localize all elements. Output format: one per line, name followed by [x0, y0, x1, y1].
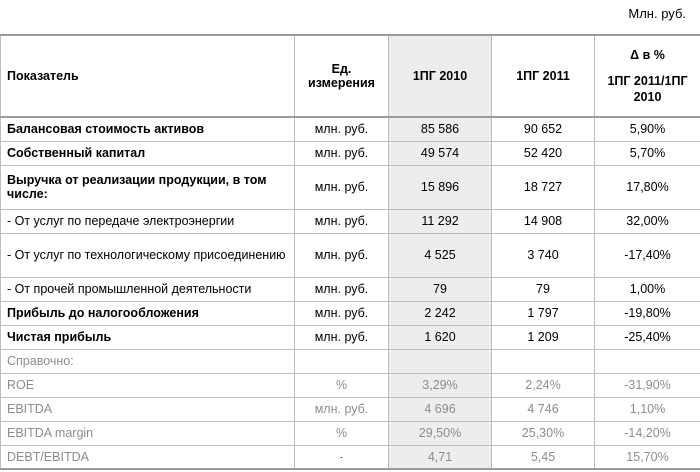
row-value-2011: 1 797: [492, 301, 595, 325]
row-name: Выручка от реализации продукции, в том числе:: [1, 165, 295, 209]
header-delta-title: Δ в %: [630, 48, 665, 62]
row-value-2010: 85 586: [389, 117, 492, 141]
row-delta: -17,40%: [595, 233, 700, 277]
row-value-2011: [492, 349, 595, 373]
table-row: [1, 325, 700, 349]
row-delta: [595, 349, 700, 373]
row-unit: млн. руб.: [295, 325, 389, 349]
table-row: [1, 233, 700, 277]
row-name: - От услуг по передаче электроэнергии: [1, 209, 295, 233]
row-value-2011: 25,30%: [492, 421, 595, 445]
table-row: [1, 117, 700, 141]
row-unit: млн. руб.: [295, 233, 389, 277]
row-unit: -: [295, 445, 389, 469]
header-period-2011: 1ПГ 2011: [492, 35, 595, 117]
row-value-2010: 2 242: [389, 301, 492, 325]
row-name: EBITDA margin: [1, 421, 295, 445]
row-value-2010: 1 620: [389, 325, 492, 349]
row-delta: 5,70%: [595, 141, 700, 165]
row-value-2010: 15 896: [389, 165, 492, 209]
header-row: [1, 35, 700, 117]
unit-note: Млн. руб.: [628, 6, 686, 21]
row-name: Прибыль до налогообложения: [1, 301, 295, 325]
header-period-2010: 1ПГ 2010: [389, 35, 492, 117]
row-value-2011: 79: [492, 277, 595, 301]
row-delta: 17,80%: [595, 165, 700, 209]
row-value-2011: 2,24%: [492, 373, 595, 397]
row-delta: -31,90%: [595, 373, 700, 397]
row-value-2010: 3,29%: [389, 373, 492, 397]
row-name: Справочно:: [1, 349, 295, 373]
row-name: DEBT/EBITDA: [1, 445, 295, 469]
table-row: [1, 141, 700, 165]
header-delta: [595, 35, 700, 117]
row-unit: млн. руб.: [295, 209, 389, 233]
row-unit: млн. руб.: [295, 141, 389, 165]
row-delta: -19,80%: [595, 301, 700, 325]
row-value-2010: 11 292: [389, 209, 492, 233]
row-value-2010: 4 696: [389, 397, 492, 421]
row-delta: -25,40%: [595, 325, 700, 349]
row-value-2011: 52 420: [492, 141, 595, 165]
row-name: ROE: [1, 373, 295, 397]
table-row: [1, 373, 700, 397]
row-value-2011: 14 908: [492, 209, 595, 233]
row-name: Чистая прибыль: [1, 325, 295, 349]
header-delta-subtitle: 1ПГ 2011/1ПГ 2010: [607, 74, 688, 104]
header-indicator: Показатель: [1, 35, 295, 117]
row-unit: %: [295, 421, 389, 445]
row-value-2011: 3 740: [492, 233, 595, 277]
row-value-2010: 79: [389, 277, 492, 301]
row-delta: 5,90%: [595, 117, 700, 141]
row-unit: млн. руб.: [295, 301, 389, 325]
row-unit: [295, 349, 389, 373]
row-delta: 32,00%: [595, 209, 700, 233]
row-unit: %: [295, 373, 389, 397]
row-value-2011: 18 727: [492, 165, 595, 209]
table-row: [1, 397, 700, 421]
row-name: Собственный капитал: [1, 141, 295, 165]
row-delta: 1,10%: [595, 397, 700, 421]
row-value-2010: [389, 349, 492, 373]
row-name: EBITDA: [1, 397, 295, 421]
row-value-2011: 90 652: [492, 117, 595, 141]
table-row: [1, 349, 700, 373]
row-unit: млн. руб.: [295, 165, 389, 209]
table-row: [1, 209, 700, 233]
row-name: - От услуг по технологическому присоединению: [1, 233, 295, 277]
table-row: [1, 445, 700, 469]
row-value-2010: 49 574: [389, 141, 492, 165]
row-delta: -14,20%: [595, 421, 700, 445]
row-value-2010: 4 525: [389, 233, 492, 277]
row-value-2010: 4,71: [389, 445, 492, 469]
row-unit: млн. руб.: [295, 397, 389, 421]
row-name: Балансовая стоимость активов: [1, 117, 295, 141]
row-delta: 15,70%: [595, 445, 700, 469]
table-row: [1, 421, 700, 445]
row-value-2010: 29,50%: [389, 421, 492, 445]
row-value-2011: 5,45: [492, 445, 595, 469]
table-row: [1, 165, 700, 209]
row-value-2011: 4 746: [492, 397, 595, 421]
row-delta: 1,00%: [595, 277, 700, 301]
financial-indicators-table: [0, 34, 700, 470]
row-name: - От прочей промышленной деятельности: [1, 277, 295, 301]
row-unit: млн. руб.: [295, 277, 389, 301]
table-row: [1, 277, 700, 301]
header-unit: Ед. измерения: [295, 35, 389, 117]
row-value-2011: 1 209: [492, 325, 595, 349]
table-row: [1, 301, 700, 325]
row-unit: млн. руб.: [295, 117, 389, 141]
